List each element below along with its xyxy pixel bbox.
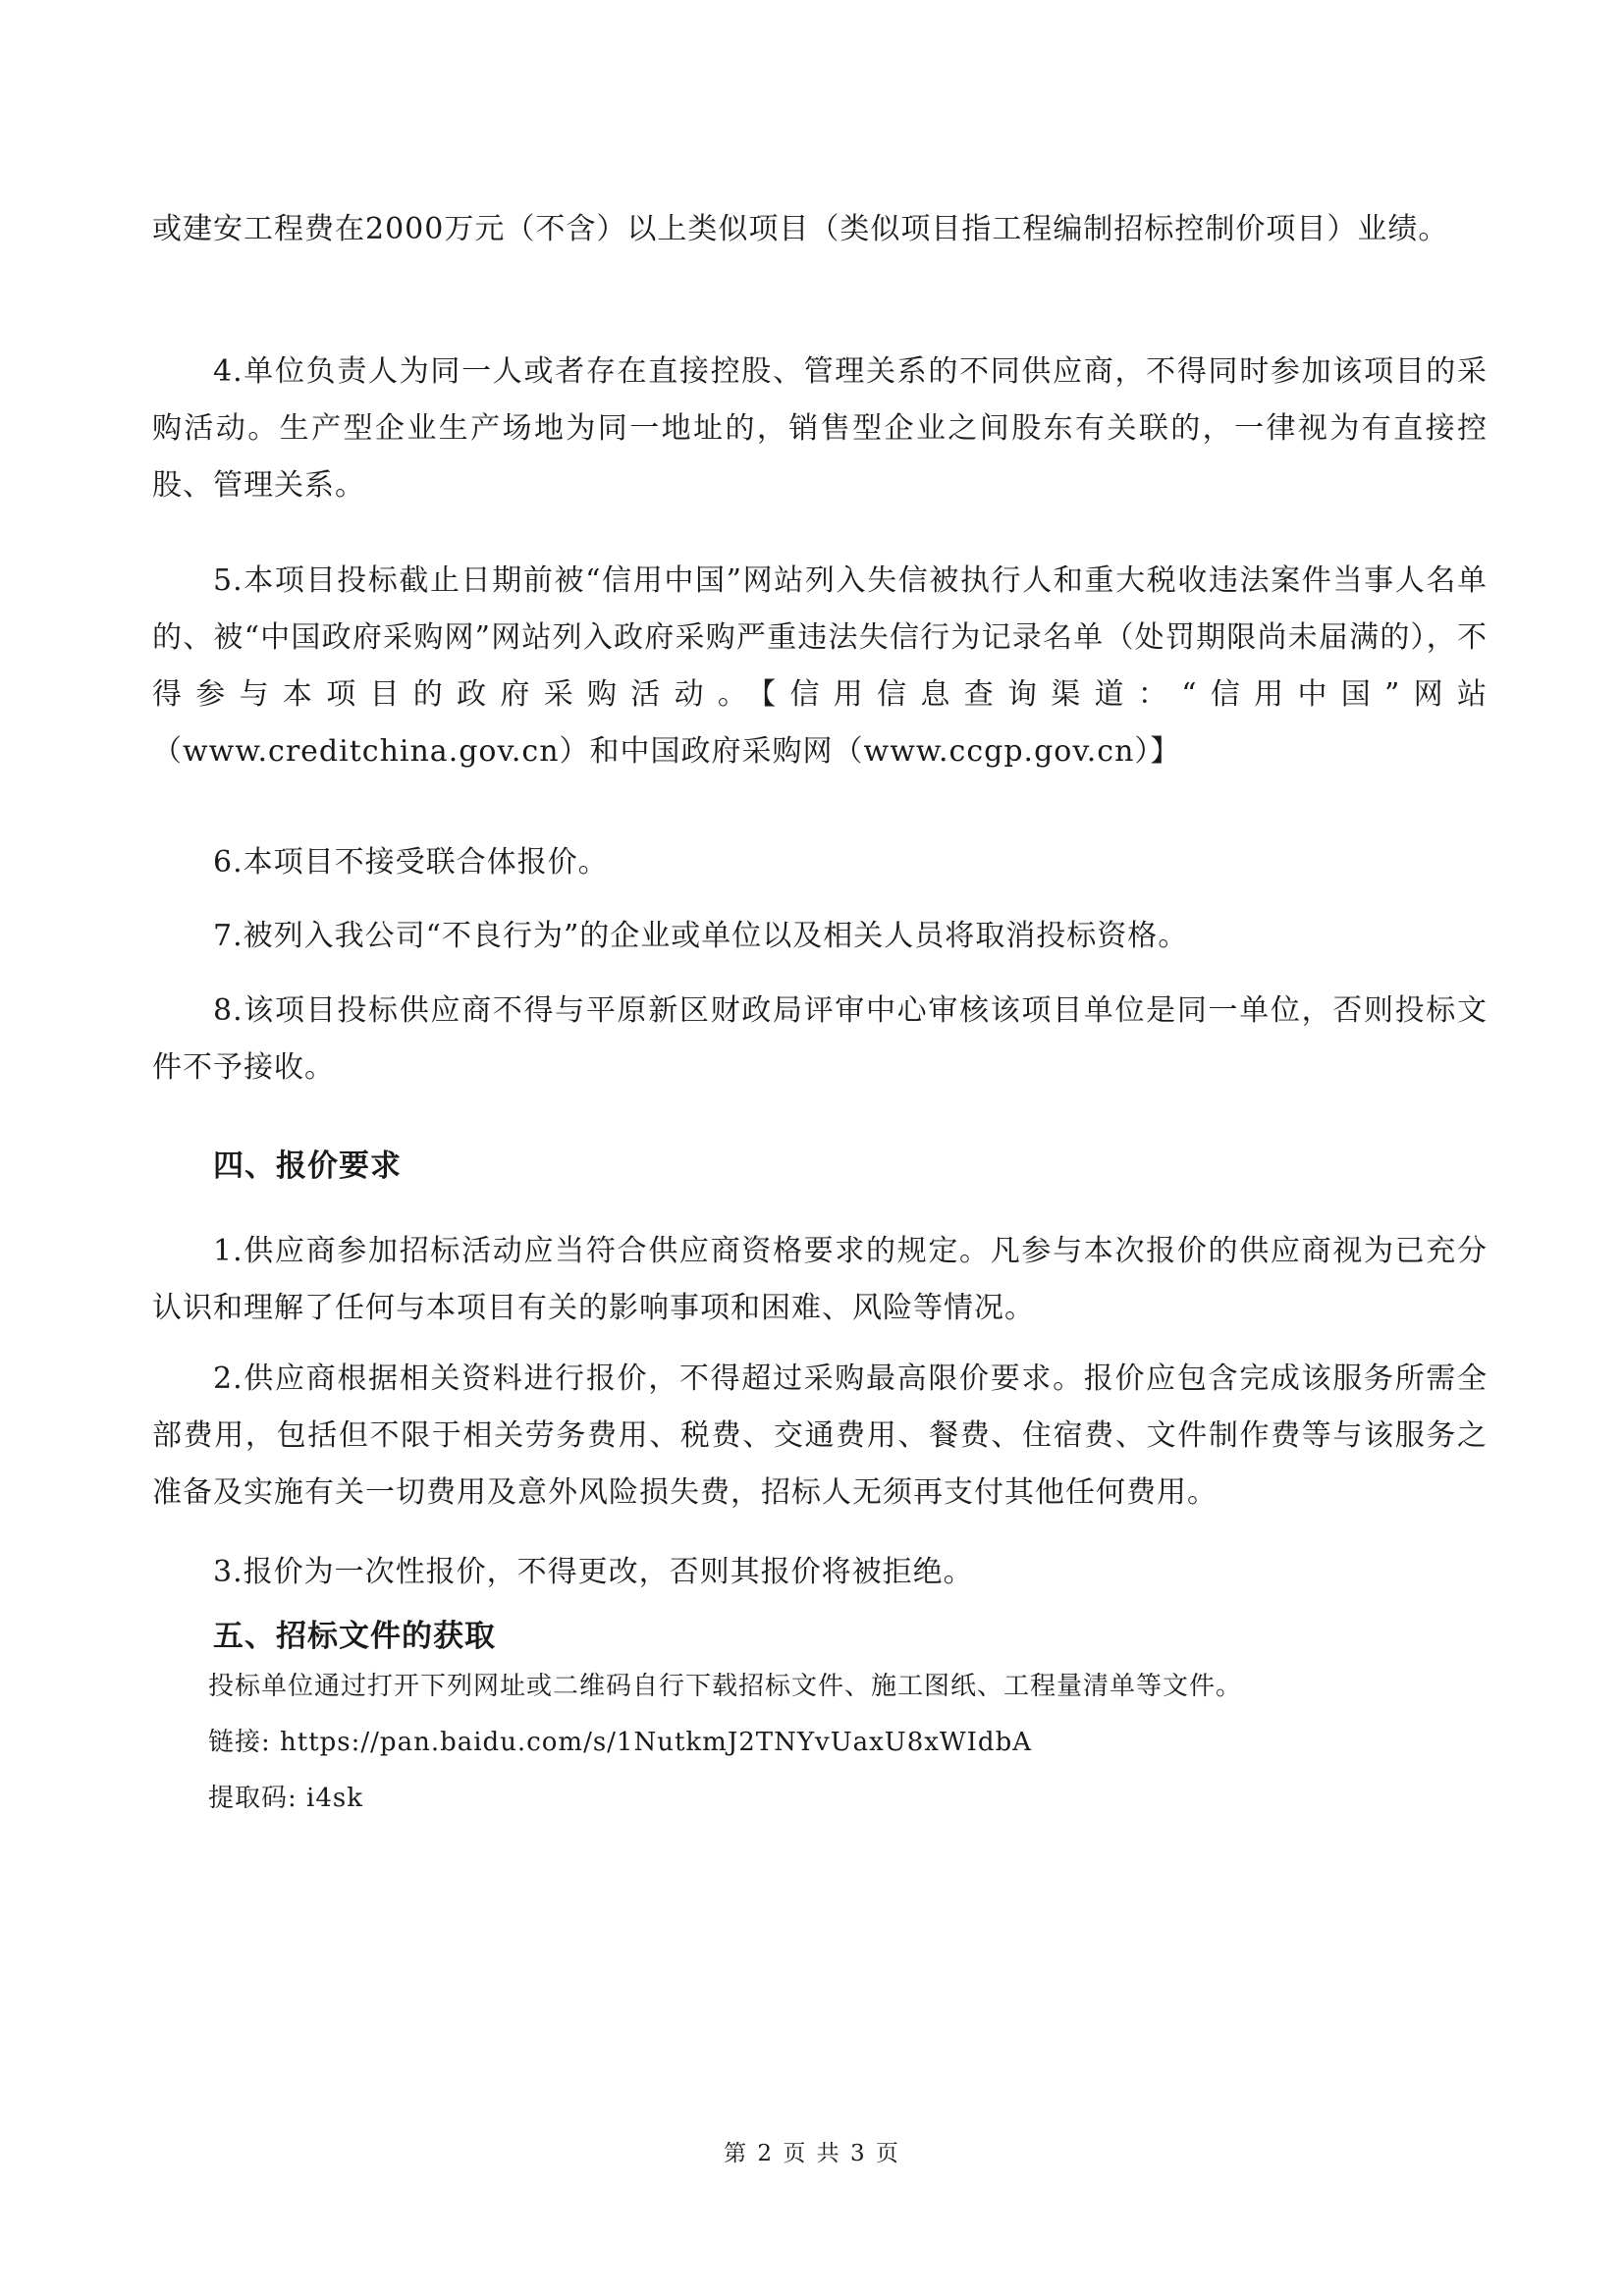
page-number: 第 2 页 共 3 页	[724, 2141, 900, 2166]
extraction-code: 提取码: i4sk	[208, 1784, 363, 1813]
quotation-item-3: 3.报价为一次性报价，不得更改，否则其报价将被拒绝。	[213, 1555, 974, 1589]
requirement-item-6: 6.本项目不接受联合体报价。	[213, 845, 609, 880]
paragraph-continuation: 或建安工程费在2000万元（不含）以上类似项目（类似项目指工程编制招标控制价项目）业绩。	[152, 212, 1449, 246]
requirement-item-4: 4.单位负责人为同一人或者存在直接控股、管理关系的不同供应商，不得同时参加该项目的采购活动。生产型企业生产场地为同一地址的，销售型企业之间股东有关联的，一律视为有直接控股、管理关系。	[152, 354, 1488, 503]
requirement-item-7: 7.被列入我公司“不良行为”的企业或单位以及相关人员将取消投标资格。	[213, 919, 1189, 953]
quotation-item-1: 1.供应商参加招标活动应当符合供应商资格要求的规定。凡参与本次报价的供应商视为已充分认识和理解了任何与本项目有关的影响事项和困难、风险等情况。	[152, 1234, 1488, 1325]
requirement-item-8: 8.该项目投标供应商不得与平原新区财政局评审中心审核该项目单位是同一单位，否则投标文件不予接收。	[152, 993, 1488, 1085]
section-heading-quotation: 四、报价要求	[213, 1148, 402, 1184]
documents-instructions: 投标单位通过打开下列网址或二维码自行下载招标文件、施工图纸、工程量清单等文件。	[208, 1672, 1243, 1701]
download-link[interactable]: 链接: https://pan.baidu.com/s/1NutkmJ2TNYvUaxU8xWIdbA	[208, 1728, 1032, 1757]
requirement-item-5: 5.本项目投标截止日期前被“信用中国”网站列入失信被执行人和重大税收违法案件当事人名单的、被“中国政府采购网”网站列入政府采购严重违法失信行为记录名单（处罚期限尚未届满的），不得参与本项目的政府采购活动。【信用信息查询渠道：“信用中国”网站（www.creditchina.gov.cn）和中国政府采购网（www.ccgp.gov.cn）】	[152, 563, 1488, 769]
quotation-item-2: 2.供应商根据相关资料进行报价，不得超过采购最高限价要求。报价应包含完成该服务所需全部费用，包括但不限于相关劳务费用、税费、交通费用、餐费、住宿费、文件制作费等与该服务之准备及实施有关一切费用及意外风险损失费，招标人无须再支付其他任何费用。	[152, 1362, 1488, 1510]
section-heading-documents: 五、招标文件的获取	[213, 1619, 496, 1654]
